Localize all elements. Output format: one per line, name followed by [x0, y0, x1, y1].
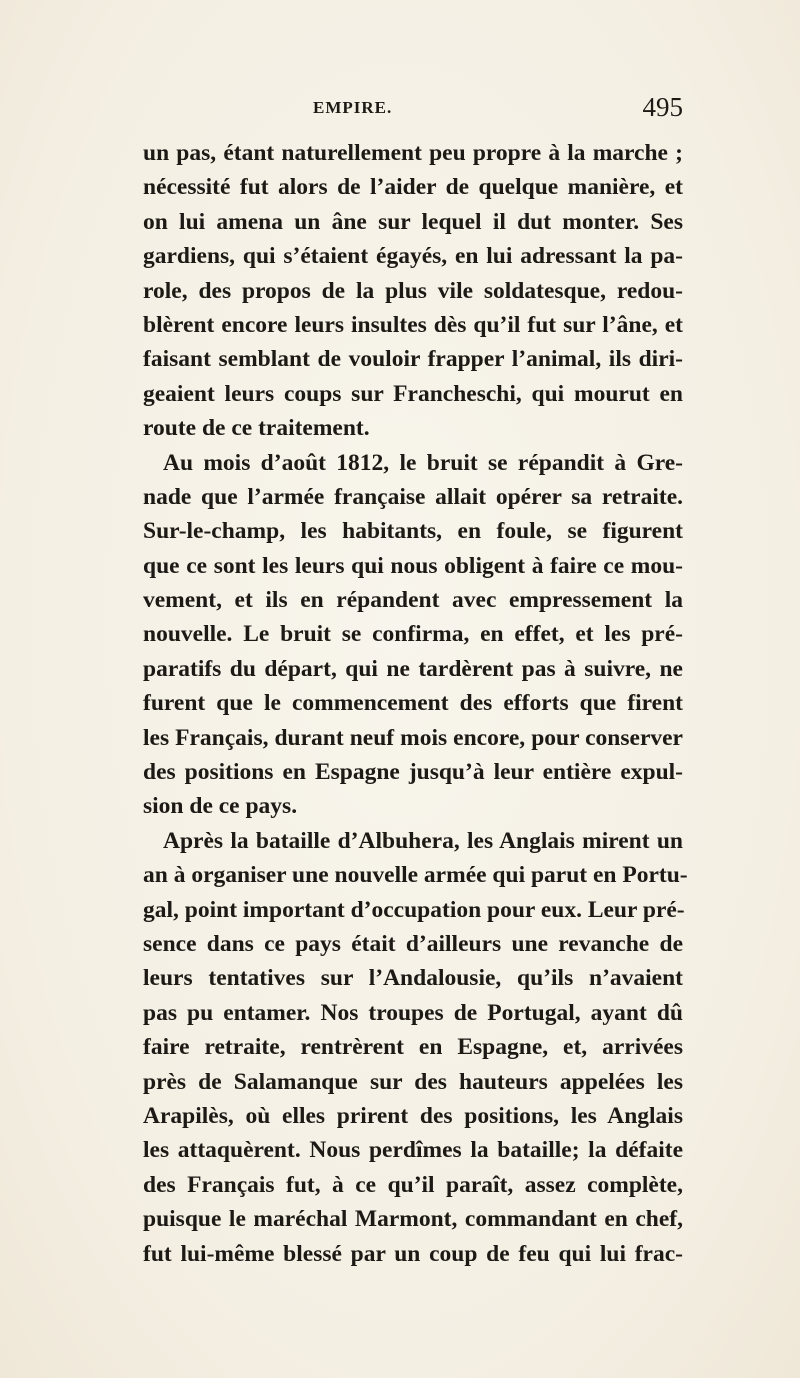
text-line: fut lui-même blessé par un coup de feu qui lui frac-: [143, 1240, 683, 1267]
text-line: role, des propos de la plus vile soldatesque, redou-: [143, 277, 683, 304]
page-number: 495: [642, 92, 683, 122]
text-line: blèrent encore leurs insultes dès qu’il fut sur l’âne, et: [143, 311, 683, 338]
text-line: des positions en Espagne jusqu’à leur entière expul-: [143, 759, 683, 786]
text-line: puisque le maréchal Marmont, commandant en chef,: [143, 1206, 683, 1233]
text-line: gardiens, qui s’étaient égayés, en lui adressant la pa-: [143, 243, 683, 270]
text-line: route de ce traitement.: [143, 415, 370, 442]
text-line: un pas, étant naturellement peu propre à la marche ;: [143, 140, 683, 166]
text-line: les Français, durant neuf mois encore, pour conserver: [143, 724, 683, 751]
text-line: les attaquèrent. Nous perdîmes la bataille; la défaite: [143, 1137, 683, 1164]
text-line: Après la bataille d’Albuhera, les Anglais mirent un: [163, 827, 683, 854]
text-line: vement, et ils en répandent avec empressement la: [143, 587, 683, 614]
text-line: Sur-le-champ, les habitants, en foule, se figurent: [143, 518, 683, 545]
text-line: on lui amena un âne sur lequel il dut monter. Ses: [143, 208, 683, 235]
text-line: nécessité fut alors de l’aider de quelque manière, et: [143, 174, 683, 201]
text-line: nouvelle. Le bruit se confirma, en effet, et les pré-: [143, 621, 683, 648]
text-line: paratifs du départ, qui ne tardèrent pas à suivre, ne: [143, 655, 683, 682]
text-line: sence dans ce pays était d’ailleurs une revanche de: [143, 930, 683, 957]
text-line: pas pu entamer. Nos troupes de Portugal, ayant dû: [143, 999, 683, 1026]
text-line: an à organiser une nouvelle armée qui parut en Portu-: [143, 862, 688, 889]
text-line: geaient leurs coups sur Francheschi, qui mourut en: [143, 380, 683, 407]
text-line: faire retraite, rentrèrent en Espagne, et, arrivées: [143, 1034, 683, 1061]
text-line: nade que l’armée française allait opérer sa retraite.: [143, 483, 683, 510]
text-line: gal, point important d’occupation pour eux. Leur pré-: [143, 896, 685, 923]
text-line: furent que le commencement des efforts que firent: [143, 690, 683, 717]
running-title: EMPIRE.: [313, 98, 393, 117]
text-line: Arapilès, où elles prirent des positions, les Anglais: [143, 1102, 683, 1129]
text-line: leurs tentatives sur l’Andalousie, qu’ils n’avaient: [143, 965, 683, 992]
text-line: des Français fut, à ce qu’il paraît, assez complète,: [143, 1171, 683, 1198]
text-line: que ce sont les leurs qui nous obligent à faire ce mou-: [143, 552, 683, 579]
text-line: près de Salamanque sur des hauteurs appelées les: [143, 1068, 683, 1095]
text-line: sion de ce pays.: [143, 793, 298, 820]
text-line: faisant semblant de vouloir frapper l’animal, ils diri-: [143, 346, 683, 373]
running-head: [143, 92, 683, 128]
body-text: [143, 136, 688, 1271]
text-line: Au mois d’août 1812, le bruit se répandit à Gre-: [163, 449, 683, 476]
